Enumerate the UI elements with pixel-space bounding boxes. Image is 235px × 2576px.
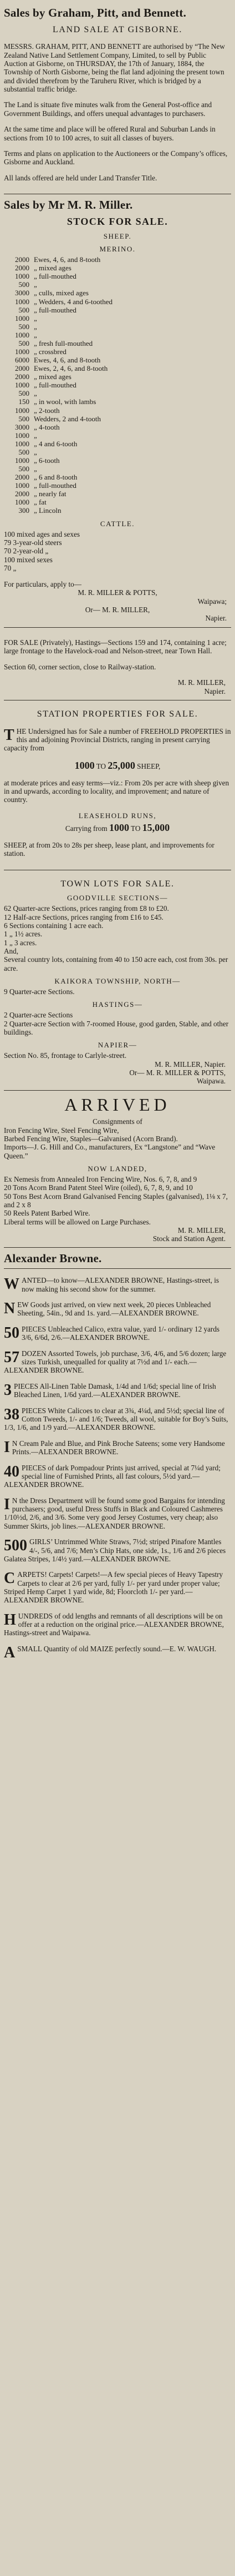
stock-row: 2000 „ mixed ages [15,372,71,381]
ad-body-4: Terms and plans on application to the Auctioneers or the Company’s offices, Gisborne and Auckland. [4,149,228,167]
ad-body-2: at moderate prices and easy terms—viz.: From 20s per acre with sheep given in and upwards, according to locality, and improvement; and nature of country. [4,778,229,804]
town-lot-line: 62 Quarter-acre Sections, prices ranging from £8 to £20. [4,904,169,913]
town-lot-line: Several country lots, containing from 40 to 150 acre each, cost from 30s. per acre. [4,955,228,972]
browne-item: 57 DOZEN Assorted Towels, job purchase, 3/6, 4/6, and 5/6 dozen; large sizes Turkish, unequalled for quality at 7½d and 1/- each.—ALEXANDER BROWNE. [4,1348,227,1375]
ad-body-3: At the same time and place will be offered Rural and Suburban Lands in sections from 10 to 100 acres, to suit all classes of buyers. [4,125,216,142]
stock-row: 1000 „ crossbred [15,347,67,356]
browne-item: NEW Goods just arrived, on view next week, 20 pieces Unbleached Sheeting, 54in., 9d and 1s. yard.—ALEXANDER BROWNE. [4,1300,211,1318]
firm-place: Waipawa; [197,597,227,606]
range-line: 1000 TO 25,000 SHEEP, [74,759,161,771]
ad-title: TOWN LOTS FOR SALE. [60,879,175,889]
arrived-item: 50 Reels Patent Barbed Wire. [4,1209,90,1218]
stock-row: 1000 „ fat [15,498,47,507]
kaikora-heading: KAIKORA TOWNSHIP, NORTH— [54,976,181,985]
signature-place: Waipawa. [196,1077,226,1086]
stock-row: 1000 „ [15,314,37,322]
stock-row: 2000 Ewes, 4, 6, and 8-tooth [15,255,101,264]
arrived-title: ARRIVED [64,1094,171,1115]
browne-item: CARPETS! Carpets! Carpets!—A few special pieces of Heavy Tapestry Carpets to clear at 2/6 per yard, fully 1/- per yard under proper value; Striped Hemp Carpet 1 yard wide, 8d; Floorcloth 1/- per yard.—ALEXANDER BROWNE. [4,1570,223,1605]
stock-row: 300 „ Lincoln [18,506,62,515]
ad-graham-pitt-bennett [4,2,231,194]
town-lot-line: 2 Quarter-acre Section with 7-roomed House, good garden, Stable, and other buildings. [4,1019,229,1037]
browne-item: I N Cream Pale and Blue, and Pink Broche Sateens; some very Handsome Prints.—ALEXANDER BROWNE. [4,1438,225,1456]
signature-2: Or— M. R. MILLER & POTTS, [129,1068,226,1077]
stock-row: 500 „ [18,280,37,289]
stock-row: 2000 „ nearly fat [15,490,67,498]
body-text: HE Undersigned has for Sale a number of FREEHOLD PROPERTIES in this and adjoining Provincial Districts, ranging in present carrying capacity from [4,727,231,753]
sheep-heading: SHEEP. [103,231,132,240]
cattle-row: 100 mixed sexes [4,555,53,564]
signature: M. R. MILLER, [177,1226,226,1234]
browne-item: 38 PIECES White Calicoes to clear at 3¾, 4¼d, and 5½d; special line of Cotton Tweeds, 1/- and 1/6; Tweeds, all wool, suitable for Boy’s Suits, 1/3, 1/6, and 1/9 yard.—ALEXANDER BROWNE. [4,1405,228,1432]
town-lot-line: 1 „ 1½ acres. [4,930,43,939]
arrived-item: Ex Nemesis from Annealed Iron Fencing Wire, Nos. 6, 7, 8, and 9 [4,1174,197,1183]
stock-row: 500 „ [18,447,37,456]
stock-row: 1000 „ 6-tooth [15,456,60,465]
ad-station-properties [4,700,231,870]
leasehold-range: Carrying from 1000 TO 15,000 [65,821,170,833]
drop-cap: T [4,726,14,744]
ad-body-2: Section 60, corner section, close to Railway-station. [4,662,156,671]
goodville-heading: GOODVILLE SECTIONS— [67,894,168,903]
arrived-item: 50 Tons Best Acorn Brand Galvanised Fencing Staples (galvanised), 1⅛ x 7, and 2 x 8 [4,1192,228,1209]
town-lot-line: 2 Quarter-acre Sections [4,1011,73,1020]
stock-row: 500 „ [18,465,37,473]
arrived-line-3: Barbed Fencing Wire, Staples—Galvanised (Acorn Brand). [4,1134,178,1143]
ad-heading: Alexander Browne. [4,1252,102,1266]
cattle-heading: CATTLE. [100,519,135,528]
ad-heading: Sales by Graham, Pitt, and Bennett. [4,6,187,19]
stock-row: 2000 „ 6 and 8-tooth [15,473,78,482]
ad-body [4,727,231,753]
alt-firm: Or— M. R. MILLER, [85,606,150,614]
town-lot-line: Section No. 85, frontage to Carlyle-street. [4,1051,127,1060]
hastings-heading: HASTINGS— [92,1000,143,1009]
town-lot-line: 1 „ 3 acres. [4,938,37,947]
stock-row: 1000 „ 4 and 6-tooth [15,439,78,448]
town-lot-line: And, [4,947,19,956]
ad-body-2: The Land is situate five minutes walk from the General Post-office and Government Buildings, and offers unequal advantages to purchasers. [4,100,212,118]
alt-place: Napier. [205,614,227,623]
stock-row: 1000 „ [15,330,37,339]
town-lot-line: 9 Quarter-acre Sections. [4,987,75,996]
stock-row: 1000 „ full-mouthed [15,272,76,281]
now-landed-heading: NOW LANDED, [88,1164,147,1173]
cattle-row: 79 3-year-old steers [4,538,62,547]
stock-row: 500 Wedders, 2 and 4-tooth [18,414,101,423]
signature: M. R. MILLER, [177,678,226,687]
ad-for-sale-private [4,628,231,700]
stock-row: 500 „ [18,389,37,398]
ad-town-lots [4,870,231,1091]
cattle-list [4,530,231,573]
cattle-row: 100 mixed ages and sexes [4,530,80,538]
stock-list [4,255,231,515]
signature-place: Napier. [204,687,226,695]
arrived-footer: Liberal terms will be allowed on Large Purchases. [4,1217,151,1226]
browne-item: 500 GIRLS’ Untrimmed White Straws, 7½d; striped Pinafore Mantles 4/-, 5/6, and 7/6; Men’s Chip Hats, one side, 1s., 1/6 and 2/6 pieces Galatea Stripes, 1/4½ yard.—ALEXANDER BROWNE. [4,1537,226,1563]
napier-heading: NAPIER— [98,1041,137,1050]
town-lot-line: 6 Sections containing 1 acre each. [4,921,104,930]
stock-row: 500 „ fresh full-mouthed [18,339,93,347]
browne-item: I N the Dress Department will be found some good Bargains for intending purchasers; good, useful Dress Stuffs in Black and Coloured Cashmeres 1/10½d, 2/6, and 3/6. Some very good Jersey Costumes, very cheap; also Summer Skirts, job lines.—ALEXANDER BROWNE. [4,1495,225,1530]
browne-item: ASMALL Quantity of old MAIZE perfectly sound.—E. W. WAUGH. [4,1644,217,1661]
cattle-row: 70 2-year-old „ [4,547,49,556]
stock-row: 3000 „ culls, mixed ages [15,289,89,298]
ad-arrived [4,1091,231,1248]
stock-row: 500 „ [18,322,37,331]
leasehold-heading: LEASEHOLD RUNS, [78,811,157,820]
ad-miller-stock [4,194,231,627]
ad-title: LAND SALE AT GISBORNE. [52,24,183,34]
ad-body: MESSRS. GRAHAM, PITT, AND BENNETT are authorised by “The New Zealand Native Land Settlement Company, Limited, to sell by Public Auction at Gisborne, on THURSDAY, the 17th of January, 1884, the Township of North Gisborne, being the flat land adjoining the present town and divided therefrom by the Taruheru River, which is bridged by a substantial traffic bridge. [4,42,225,93]
stock-row: 150 „ in wool, with lambs [18,397,96,406]
firm-name: M. R. MILLER & POTTS, [78,588,157,597]
stock-row: 1000 „ 2-tooth [15,406,60,415]
browne-item: 50 PIECES Unbleached Calico, extra value, yard 1/- ordinary 12 yards 3/6, 6/6d, 2/6.—ALEXANDER BROWNE. [4,1324,220,1342]
browne-item: HUNDREDS of odd lengths and remnants of all descriptions will be on offer at a reduction on the original price.—ALEXANDER BROWNE, Hastings-street and Waipawa. [4,1611,224,1637]
arrived-line-1: Consignments of [93,1117,142,1126]
stock-row: 6000 Ewes, 4, 6, and 8-tooth [15,356,101,365]
stock-row: 1000 „ full-mouthed [15,381,76,390]
town-lot-line: 12 Half-acre Sections, prices ranging from £16 to £45. [4,913,164,921]
browne-item: 3 PIECES All-Linen Table Damask, 1/4d and 1/6d; special line of Irish Bleached Linen, 1/6d yard.—ALEXANDER BROWNE. [4,1381,216,1399]
ad-title: STATION PROPERTIES FOR SALE. [37,709,198,719]
stock-row: 3000 „ 4-tooth [15,422,60,431]
ad-alexander-browne [4,1248,231,1665]
ad-body: FOR SALE (Privately), Hastings—Sections 159 and 174, containing 1 acre; large frontage to the Havelock-road and Nelson-street, near Town Hall. [4,638,227,656]
stock-row: 2000 „ mixed ages [15,264,71,273]
browne-item: 40 PIECES of dark Pompadour Prints just arrived, special at 7¼d yard; special line of Furnished Prints, all fast colours, 5½d yard.—ALEXANDER BROWNE. [4,1463,221,1489]
particulars-text: For particulars, apply to— [4,580,81,589]
signature-2: Stock and Station Agent. [152,1234,226,1243]
stock-row: 1000 „ full-mouthed [15,481,76,490]
browne-item: WANTED—to know—ALEXANDER BROWNE, Hastings-street, is now making his second show for the summer. [4,1276,219,1293]
stock-title: STOCK FOR SALE. [67,216,168,228]
signature: M. R. MILLER, Napier. [155,1060,226,1068]
ad-heading: Sales by Mr M. R. Miller. [4,198,133,212]
stock-row: 2000 Ewes, 2, 4, 6, and 8-tooth [15,364,108,373]
cattle-row: 70 „ [4,563,17,572]
ad-body-3: SHEEP, at from 20s to 28s per sheep, lease plant, and improvements for station. [4,841,214,858]
arrived-line-2: Iron Fencing Wire, Steel Fencing Wire, [4,1126,119,1135]
merino-heading: MERINO. [99,245,136,254]
ad-footer: All lands offered are held under Land Transfer Title. [4,173,157,182]
stock-row: 500 „ full-mouthed [18,305,76,314]
stock-row: 1000 „ Wedders, 4 and 6-toothed [15,297,113,306]
arrived-line-4: Imports—J. G. Hill and Co., manufacturers, Ex “Langstone” and “Wave Queen.” [4,1143,216,1160]
arrived-item: 20 Tons Acorn Brand Patent Steel Wire (oiled), 6, 7, 8, 9, and 10 [4,1183,193,1192]
stock-row: 1000 „ [15,431,37,440]
